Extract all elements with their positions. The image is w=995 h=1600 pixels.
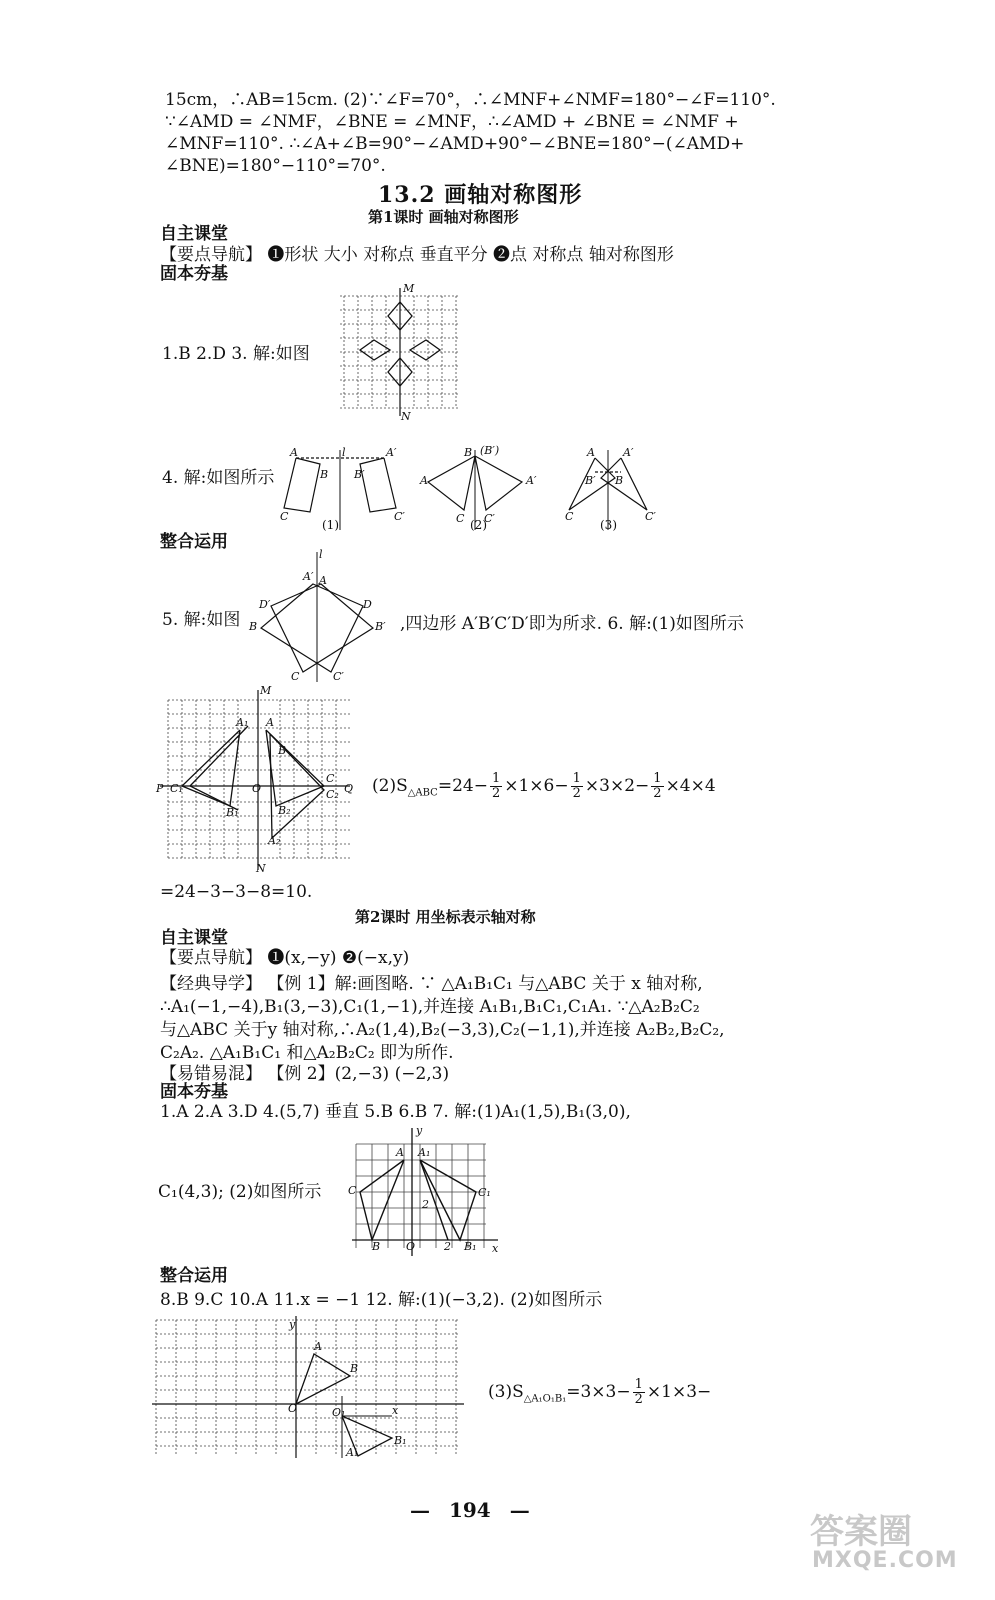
- label-B-q7: B: [372, 1240, 381, 1253]
- caption-fig-2: (2): [470, 518, 487, 532]
- label-A-prime: A′: [386, 446, 397, 459]
- lesson-1-title: 第1课时 画轴对称图形: [368, 208, 519, 226]
- formula-6-2-d: ×4×4: [665, 776, 716, 796]
- label-B-q12: B: [350, 1362, 359, 1375]
- figure-q7-grid: [348, 1124, 502, 1256]
- label-C-prime: C′: [394, 510, 405, 523]
- label-y-q7: y: [416, 1124, 423, 1137]
- label-C-prime-q4-3: C′: [645, 510, 656, 523]
- figure-q12-grid: [152, 1316, 464, 1458]
- label-O-q6: O: [252, 782, 262, 795]
- answer-5-cont: ,四边形 A′B′C′D′即为所求. 6. 解:(1)如图所示: [400, 614, 744, 634]
- yicuo: 【易错易混】 【例 2】(2,−3) (−2,3): [160, 1064, 450, 1084]
- jingdian-1: 【经典导学】 【例 1】解:画图略. ∵ △A₁B₁C₁ 与△ABC 关于 x 轴对称,: [160, 974, 703, 994]
- frac-n: 1: [491, 771, 501, 786]
- page-dash-left: —: [410, 1498, 430, 1522]
- label-y-q12: y: [289, 1318, 296, 1331]
- label-A-q5: A: [319, 574, 327, 587]
- label-C-q7: C: [348, 1184, 357, 1197]
- label-N: N: [401, 410, 411, 423]
- label-A: A: [290, 446, 298, 459]
- label-D-prime-q5: D′: [259, 598, 271, 611]
- heading-zizhu-2: 自主课堂: [160, 928, 228, 948]
- formula-6-2-s: (2)S: [372, 776, 408, 796]
- formula-6-3: =24−3−3−8=10.: [160, 882, 313, 902]
- frac-d: 2: [491, 786, 501, 801]
- label-l-q5: l: [319, 548, 323, 561]
- formula-6-2-c: ×3×2−: [584, 776, 650, 796]
- fraction-half: [571, 772, 583, 801]
- answers-1-3: 1.B 2.D 3. 解:如图: [162, 344, 310, 364]
- label-C-q6: C: [326, 772, 335, 785]
- jingdian-4: C₂A₂. △A₁B₁C₁ 和△A₂B₂C₂ 即为所作.: [160, 1043, 454, 1063]
- page-dash-right: —: [509, 1498, 530, 1522]
- label-D-q5: D: [363, 598, 372, 611]
- heading-zhenghe-2: 整合运用: [160, 1266, 228, 1286]
- text-line-4: ∠BNE)=180°−110°=70°.: [165, 156, 386, 176]
- answer-4: 4. 解:如图所示: [162, 468, 275, 488]
- frac-d: 2: [572, 786, 581, 801]
- page-number: 194: [448, 1498, 491, 1522]
- label-B-q4-2: B: [464, 446, 473, 459]
- label-C-q4-3: C: [565, 510, 574, 523]
- answers-1-7: 1.A 2.A 3.D 4.(5,7) 垂直 5.B 6.B 7. 解:(1)A₁(1,5),B₁(3,0),: [160, 1102, 631, 1122]
- page-number-row: [410, 1498, 530, 1522]
- heading-zhenghe-1: 整合运用: [160, 532, 228, 552]
- watermark-url: MXQE.COM: [812, 1548, 958, 1573]
- label-B-q6: B: [278, 744, 287, 757]
- answer-5: 5. 解:如图: [162, 610, 241, 630]
- label-x-q12: x: [392, 1404, 399, 1417]
- label-A-q7: A: [396, 1146, 404, 1159]
- text-line-1: 15cm，∴AB=15cm. (2)∵∠F=70°，∴∠MNF+∠NMF=180°−∠F=110°.: [165, 90, 776, 110]
- figure-q4-1: [280, 446, 405, 530]
- label-B-q4-3: B: [615, 474, 624, 487]
- label-A1-q7: A₁: [418, 1146, 431, 1159]
- watermark-logo: 答案圈: [810, 1512, 912, 1552]
- label-B1-q12: B₁: [394, 1434, 407, 1447]
- label-Q: Q: [344, 782, 354, 795]
- frac-n: 1: [653, 771, 662, 786]
- frac-n: 1: [634, 1377, 643, 1392]
- answer-7-cont: C₁(4,3); (2)如图所示: [158, 1182, 322, 1202]
- section-title: 13.2 画轴对称图形: [378, 182, 583, 208]
- label-B1-q7: B₁: [464, 1240, 477, 1253]
- label-x-q7: x: [492, 1242, 499, 1255]
- label-A-q12: A: [314, 1340, 322, 1353]
- label-C2-q6: C₂: [326, 788, 339, 801]
- label-O1-q12: O₁: [332, 1406, 346, 1419]
- caption-fig-3: (3): [600, 518, 617, 532]
- text-line-2: ∵∠AMD = ∠NMF，∠BNE = ∠MNF，∴∠AMD + ∠BNE = ∠NMF +: [165, 112, 739, 132]
- label-O-q7: O: [406, 1240, 416, 1253]
- formula-12-3: [488, 1378, 711, 1411]
- label-N-q6: N: [256, 862, 266, 875]
- lesson-2-title: 第2课时 用坐标表示轴对称: [355, 908, 536, 926]
- label-B-prime-q4-3: B′: [585, 474, 596, 487]
- figure-q6-grid: [156, 684, 354, 875]
- text-line-3: ∠MNF=110°. ∴∠A+∠B=90°−∠AMD+90°−∠BNE=180°−(∠AMD+: [165, 134, 745, 154]
- label-2b-q7: 2: [444, 1240, 451, 1253]
- label-A-q4-3: A: [587, 446, 595, 459]
- label-B-q5: B: [249, 620, 258, 633]
- label-A-prime-q4-3: A′: [623, 446, 634, 459]
- jingdian-2: ∴A₁(−1,−4),B₁(3,−3),C₁(1,−1),并连接 A₁B₁,B₁C₁,C₁A₁. ∵△A₂B₂C₂: [160, 997, 700, 1017]
- label-O-q12: O: [288, 1402, 298, 1415]
- formula-6-2: [372, 772, 716, 805]
- heading-guben-2: 固本夯基: [160, 1082, 228, 1102]
- formula-12-3-sub: △A₁O₁B₁: [523, 1393, 567, 1405]
- label-B1-q6: B₁: [226, 806, 239, 819]
- fraction-half: [633, 1378, 645, 1407]
- figure-q5: [249, 548, 395, 683]
- formula-12-3-a: =3×3−: [566, 1382, 631, 1402]
- label-C-prime-q5: C′: [333, 670, 344, 683]
- label-C-q5: C: [291, 670, 300, 683]
- yaodian-1: 【要点导航】 ❶形状 大小 对称点 垂直平分 ❷点 对称点 轴对称图形: [160, 245, 674, 265]
- label-B-prime-paren: (B′): [480, 444, 500, 457]
- fraction-half: [490, 772, 502, 801]
- label-A-prime-q4-2: A′: [526, 474, 537, 487]
- answers-8-12: 8.B 9.C 10.A 11.x = −1 12. 解:(1)(−3,2). (2)如图所示: [160, 1290, 603, 1310]
- formula-6-2-sub: △ABC: [407, 787, 438, 799]
- formula-12-3-b: ×1×3−: [646, 1382, 712, 1402]
- caption-fig-1: (1): [322, 518, 339, 532]
- label-P: P: [156, 782, 164, 795]
- fraction-half: [651, 772, 663, 801]
- label-C-prime-q4-2: C′: [484, 512, 495, 525]
- formula-12-3-s: (3)S: [488, 1382, 524, 1402]
- label-B: B: [320, 468, 329, 481]
- label-M-q6: M: [260, 684, 272, 697]
- label-A-prime-q5: A′: [303, 570, 314, 583]
- label-A1-q6: A₁: [236, 716, 249, 729]
- label-l: l: [342, 446, 346, 459]
- label-A2-q6: A₂: [268, 834, 281, 847]
- label-C: C: [280, 510, 289, 523]
- label-C1-q7: C₁: [478, 1186, 491, 1199]
- label-A-q4-2: A: [420, 474, 428, 487]
- frac-d: 2: [634, 1392, 643, 1407]
- label-M: M: [403, 282, 415, 295]
- label-B2-q6: B₂: [278, 804, 291, 817]
- label-C1-q6: C₁: [170, 782, 183, 795]
- jingdian-3: 与△ABC 关于y 轴对称,∴A₂(1,4),B₂(−3,3),C₂(−1,1),并连接 A₂B₂,B₂C₂,: [160, 1020, 725, 1040]
- label-B-prime-q5: B′: [375, 620, 386, 633]
- label-B-prime: B′: [354, 468, 365, 481]
- yaodian-2: 【要点导航】 ❶(x,−y) ❷(−x,y): [160, 948, 410, 968]
- label-C-q4-2: C: [456, 512, 465, 525]
- heading-zizhu-1: 自主课堂: [160, 224, 228, 244]
- figure-q3-grid: [340, 282, 460, 423]
- frac-d: 2: [653, 786, 662, 801]
- frac-n: 1: [572, 771, 581, 786]
- formula-6-2-b: ×1×6−: [504, 776, 569, 796]
- label-2-q7: 2: [422, 1198, 429, 1211]
- heading-guben-1: 固本夯基: [160, 264, 228, 284]
- formula-6-2-a: =24−: [437, 776, 488, 796]
- label-A1-q12: A₁: [346, 1446, 359, 1459]
- label-A-q6: A: [266, 716, 274, 729]
